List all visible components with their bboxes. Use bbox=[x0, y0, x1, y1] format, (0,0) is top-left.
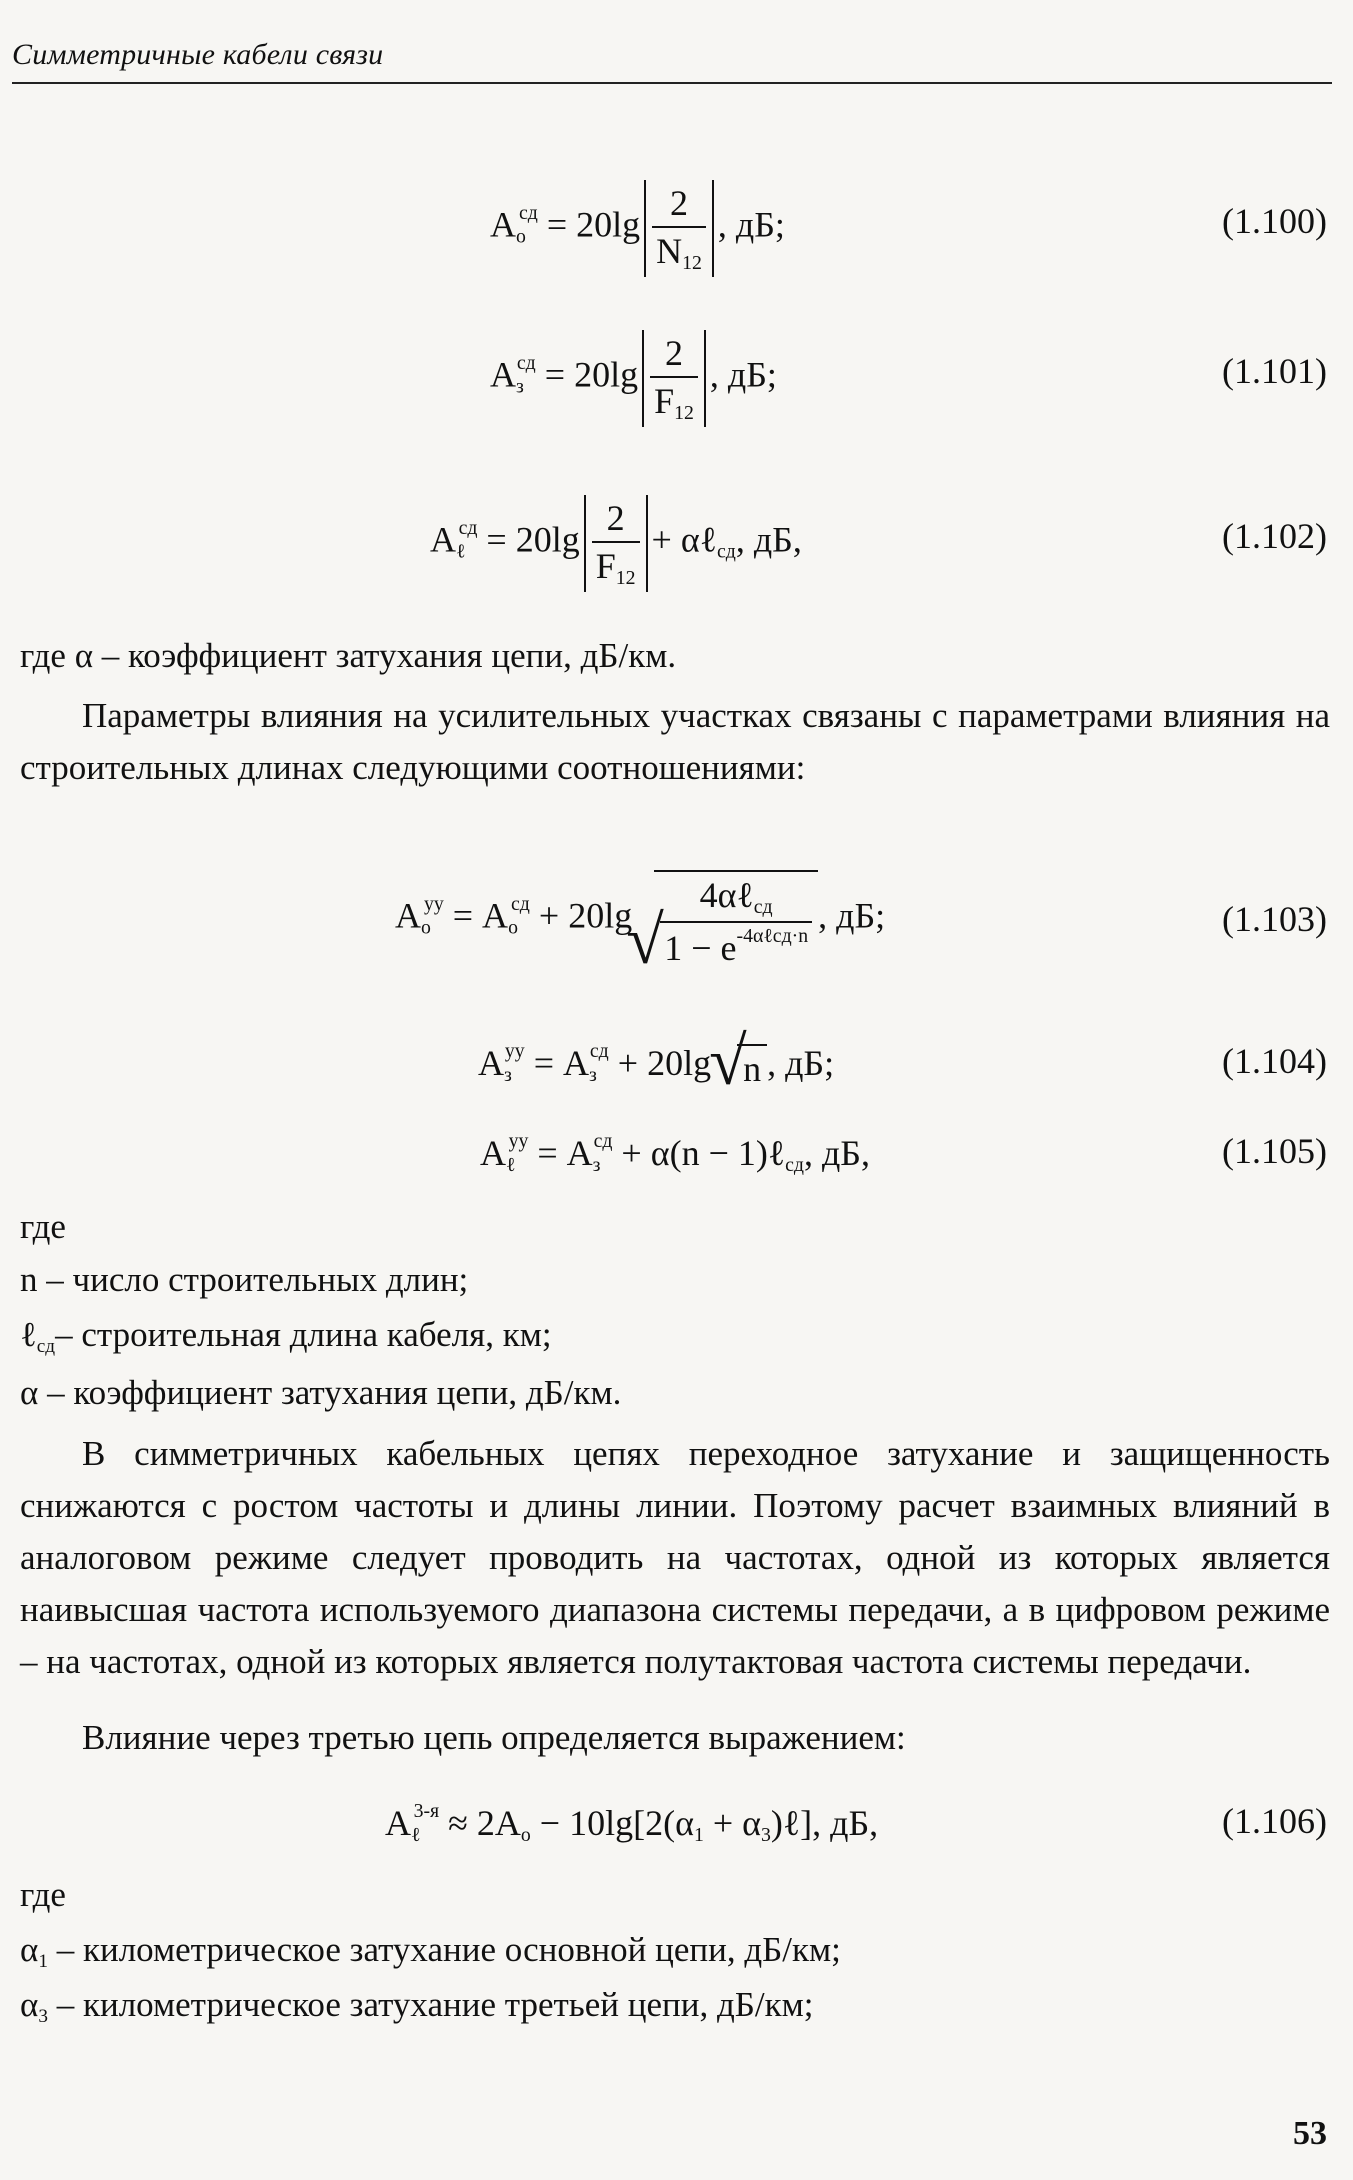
definition-alpha1: $\alpha_1$ – километрическое затухание основной цепи, дБ/км; bbox=[20, 1930, 841, 1972]
definition-alpha3: $\alpha_3$ – километрическое затухание третьей цепи, дБ/км; bbox=[20, 1985, 814, 2027]
paragraph-symmetric: В симметричных кабельных цепях переходное затухание и защищенность снижаются с ростом частоты и длины линии. Поэтому расчет взаимных влияний в аналоговом режиме следует проводить на частотах, одной из которых является наивысшая частота используемого диапазона системы передачи, а в цифровом режиме – на частотах, одной из которых является полутактовая частота системы передачи. bbox=[20, 1434, 1330, 1681]
equation-body: $A_\ell^{3-я} \approx 2A_o - 10\lg[2(\alpha_1$ + $\alpha_3)\ell$], дБ, bbox=[385, 1800, 879, 1846]
equation-number: (1.103) bbox=[1222, 899, 1327, 939]
definition-alpha: α – коэффициент затухания цепи, дБ/км. bbox=[20, 1373, 622, 1412]
paragraph-third-circuit: Влияние через третью цепь определяется выражением: bbox=[82, 1718, 906, 1757]
definition-n: n – число строительных длин; bbox=[20, 1260, 469, 1299]
equation-body: $A_з^{уу} = A_з^{сд} + 20\lg√$ n , дБ; bbox=[478, 1040, 834, 1090]
equation-number: (1.106) bbox=[1222, 1801, 1327, 1841]
equation-body: $A_o^{сд} = 20\lg$ $\frac{2}{N_{12}}$ , дБ; bbox=[490, 180, 785, 277]
equation-body: $A_\ell^{сд} = 20\lg$ $\frac{2}{F_{12}}$ + αℓ$_{сд}$, дБ, bbox=[430, 495, 802, 592]
equation-number: (1.100) bbox=[1222, 201, 1327, 241]
page-number: 53 bbox=[1293, 2115, 1327, 2152]
running-header: Симметричные кабели связи bbox=[12, 38, 384, 71]
where-alpha-line: где α – коэффициент затухания цепи, дБ/км. bbox=[20, 636, 677, 675]
equation-body: $A_\ell^{уу} = A_з^{сд} + \alpha(n$ − 1)ℓ$_{сд}$, дБ, bbox=[480, 1130, 870, 1176]
equation-body: $A_o^{уу} = A_o^{сд} + 20\lg$ √ $\frac{4\alpha\ell_{сд}}{1 - e^{-4\alpha\ell сд\cdot n}}$ , дБ; bbox=[395, 870, 885, 969]
where-label-2: где bbox=[20, 1875, 66, 1914]
paragraph-params: Параметры влияния на усилительных участках связаны с параметрами влияния на строительных длинах следующими соотношениями: bbox=[20, 696, 1330, 787]
definition-l: ℓ$_{сд}$– строительная длина кабеля, км; bbox=[20, 1315, 552, 1357]
equation-number: (1.102) bbox=[1222, 516, 1327, 556]
equation-number: (1.101) bbox=[1222, 351, 1327, 391]
equation-number: (1.104) bbox=[1222, 1041, 1327, 1081]
equation-number: (1.105) bbox=[1222, 1131, 1327, 1171]
header-rule bbox=[12, 82, 1332, 84]
equation-body: $A_з^{сд} = 20\lg$ $\frac{2}{F_{12}}$ , дБ; bbox=[490, 330, 777, 427]
where-label: где bbox=[20, 1207, 66, 1246]
